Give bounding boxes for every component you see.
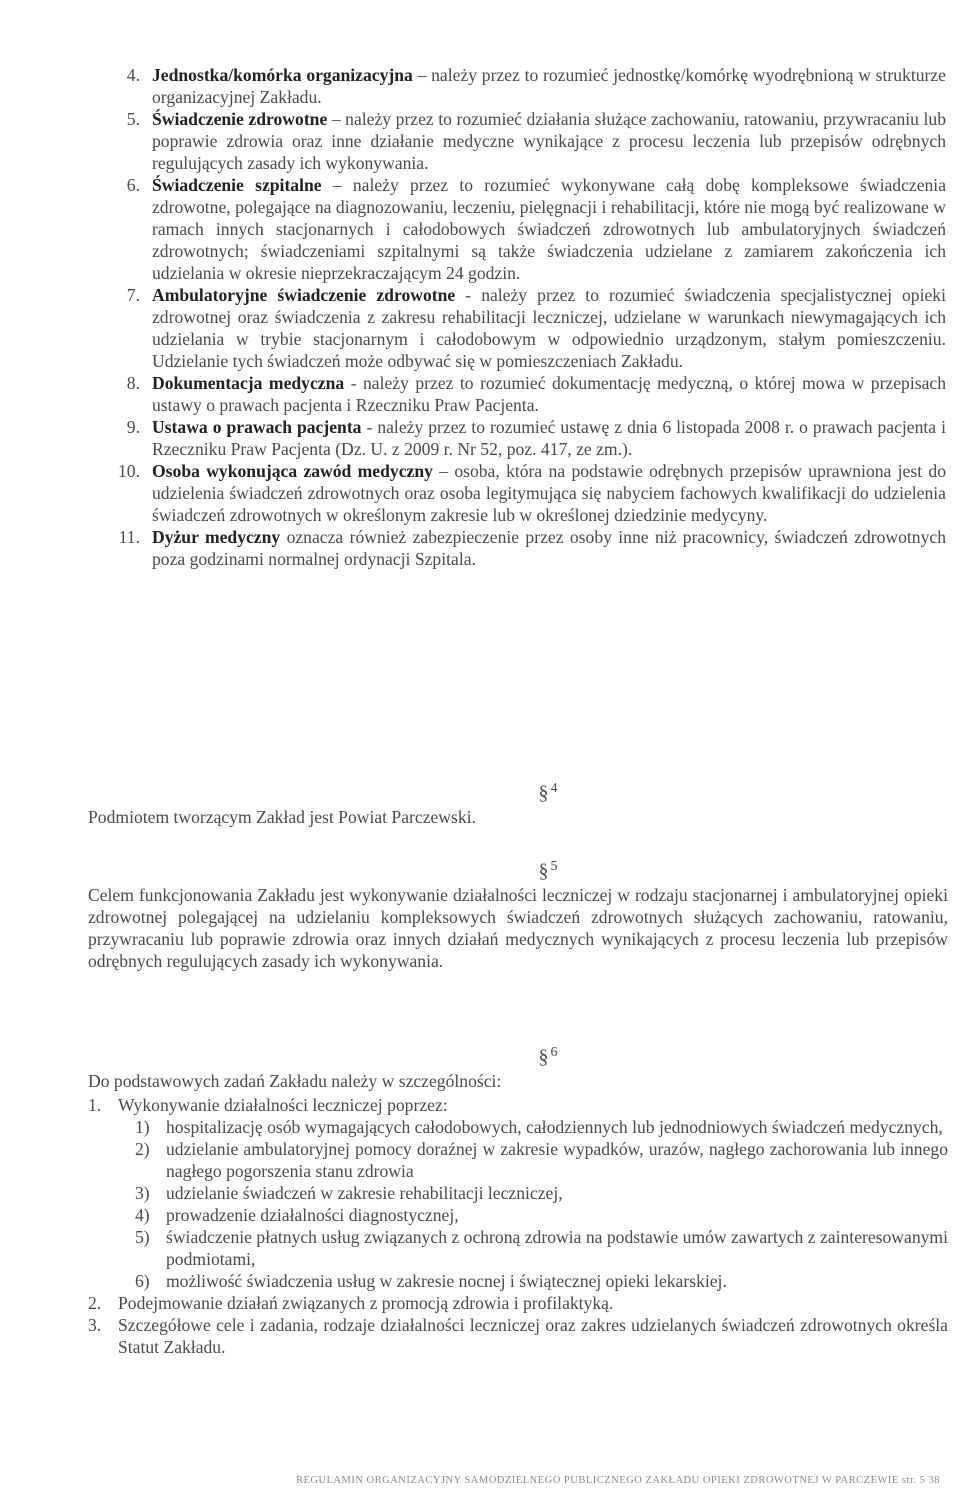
section-heading-5: § $^5$ (538, 859, 558, 882)
task-item: 3. Szczegółowe cele i zadania, rodzaje działalności leczniczej oraz zakres udzielanych świadczeń zdrowotnych określa Statut Zakładu. (88, 1315, 948, 1357)
section-4-text: Podmiotem tworzącym Zakład jest Powiat Parczewski. (88, 807, 476, 827)
definition-term: Dokumentacja medyczna (152, 373, 345, 393)
section-6-intro: Do podstawowych zadań Zakładu należy w szczególności: (88, 1071, 502, 1091)
definition-text: – należy przez to rozumieć działania służące zachowaniu, ratowaniu, przywracaniu lub poprawie zdrowia oraz inne działanie medyczne wynikające z procesu leczenia lub przepisów odrębnych regulujących zasady ich wykonywania. (152, 109, 946, 173)
task-item: 1. Wykonywanie działalności leczniczej poprzez: (88, 1095, 448, 1115)
definition-term: Osoba wykonująca zawód medyczny (152, 461, 433, 481)
definition-term: Ambulatoryjne świadczenie zdrowotne (152, 285, 456, 305)
subtask-item: 2) udzielanie ambulatoryjnej pomocy doraźnej w zakresie wypadków, urazów, nagłego zachorowania lub innego nagłego pogorszenia stanu zdrowia (135, 1139, 948, 1181)
definition-text: - należy przez to rozumieć świadczenia specjalistycznej opieki zdrowotnej oraz świadczenia z zakresu rehabilitacji leczniczej, udzielane w warunkach niewymagających ich udzielania w trybie stacjonarnym i całodobowym w odpowiednio urządzonym, stałym pomieszczeniu. Udzielanie tych świadczeń może odbywać się w pomieszczeniach Zakładu. (152, 285, 946, 371)
definition-item: 6. Świadczenie szpitalne – należy przez to rozumieć wykonywane całą dobę kompleksowe świadczenia zdrowotne, polegające na diagnozowaniu, leczeniu, pielęgnacji i rehabilitacji, które nie mogą być realizowane w ramach innych stacjonarnych i całodobowych świadczeń zdrowotnych lub ambulatoryjnych świadczeń zdrowotnych; świadczeniami szpitalnymi są także świadczenia udzielane z zamiarem zakończenia ich udzielania w okresie nieprzekraczającym 24 godzin. (126, 175, 947, 283)
section-heading-6: § $^6$ (538, 1045, 558, 1068)
definition-term: Dyżur medyczny (152, 527, 281, 547)
definition-term: Ustawa o prawach pacjenta (152, 417, 362, 437)
subtask-item: 3) udzielanie świadczeń w zakresie rehabilitacji leczniczej, (135, 1183, 563, 1203)
definition-item: 4. Jednostka/komórka organizacyjna – należy przez to rozumieć jednostkę/komórkę wyodrębnioną w strukturze organizacyjnej Zakładu. (126, 65, 946, 107)
definition-text: - należy przez to rozumieć ustawę z dnia 6 listopada 2008 r. o prawach pacjenta i Rzeczniku Praw Pacjenta (Dz. U. z 2009 r. Nr 52, poz. 417, ze zm.). (152, 417, 946, 459)
definition-text: – należy przez to rozumieć wykonywane całą dobę kompleksowe świadczenia zdrowotne, polegające na diagnozowaniu, leczeniu, pielęgnacji i rehabilitacji, które nie mogą być realizowane w ramach innych stacjonarnych i całodobowych świadczeń zdrowotnych lub ambulatoryjnych świadczeń zdrowotnych; świadczeniami szpitalnymi są także świadczenia udzielane z zamiarem zakończenia ich udzielania w okresie nieprzekraczającym 24 godzin. (152, 175, 947, 283)
page-footer: REGULAMIN ORGANIZACYJNY SAMODZIELNEGO PUBLICZNEGO ZAKŁADU OPIEKI ZDROWOTNEJ W PARCZEWIE str. 5 38 (295, 1475, 940, 1486)
definition-item: 10. Osoba wykonująca zawód medyczny – osoba, która na podstawie odrębnych przepisów uprawniona jest do udzielenia świadczeń zdrowotnych oraz osoba legitymująca się nabyciem fachowych kwalifikacji do udzielenia świadczeń zdrowotnych w określonym zakresie lub w określonej dziedzinie medycyny. (118, 461, 946, 525)
subtask-item: 4) prowadzenie działalności diagnostycznej, (135, 1205, 459, 1225)
subtask-item: 5) świadczenie płatnych usług związanych z ochroną zdrowia na podstawie umów zawartych z zainteresowanymi podmiotami, (135, 1227, 948, 1269)
definition-item: 7. Ambulatoryjne świadczenie zdrowotne - należy przez to rozumieć świadczenia specjalistycznej opieki zdrowotnej oraz świadczenia z zakresu rehabilitacji leczniczej, udzielane w warunkach niewymagających ich udzielania w trybie stacjonarnym i całodobowym w odpowiednio urządzonym, stałym pomieszczeniu. Udzielanie tych świadczeń może odbywać się w pomieszczeniach Zakładu. (126, 285, 946, 371)
definition-text: oznacza również zabezpieczenie przez osoby inne niż pracownicy, świadczeń zdrowotnych poza godzinami normalnej ordynacji Szpitala. (152, 527, 946, 569)
definition-term: Świadczenie szpitalne (152, 175, 322, 195)
definition-item: 5. Świadczenie zdrowotne – należy przez to rozumieć działania służące zachowaniu, ratowaniu, przywracaniu lub poprawie zdrowia oraz inne działanie medyczne wynikające z procesu leczenia lub przepisów odrębnych regulujących zasady ich wykonywania. (126, 109, 946, 173)
definition-item: 11. Dyżur medyczny oznacza również zabezpieczenie przez osoby inne niż pracownicy, świadczeń zdrowotnych poza godzinami normalnej ordynacji Szpitala. (118, 527, 946, 569)
section-heading-4: § $^4$ (538, 781, 558, 804)
definition-term: Jednostka/komórka organizacyjna (152, 65, 413, 85)
subtask-item: 1) hospitalizację osób wymagających całodobowych, całodziennych lub jednodniowych świadczeń medycznych, (135, 1117, 943, 1137)
definition-item: 8. Dokumentacja medyczna - należy przez to rozumieć dokumentację medyczną, o której mowa w przepisach ustawy o prawach pacjenta i Rzeczniku Praw Pacjenta. (126, 373, 946, 415)
definition-item: 9. Ustawa o prawach pacjenta - należy przez to rozumieć ustawę z dnia 6 listopada 2008 r. o prawach pacjenta i Rzeczniku Praw Pacjenta (Dz. U. z 2009 r. Nr 52, poz. 417, ze zm.). (126, 417, 946, 459)
section-5-text: Celem funkcjonowania Zakładu jest wykonywanie działalności leczniczej w rodzaju stacjonarnej i ambulatoryjnej opieki zdrowotnej polegającej na udzielaniu kompleksowych świadczeń zdrowotnych służących zachowaniu, ratowaniu, przywracaniu lub poprawie zdrowia oraz innych działań medycznych wynikających z procesu leczenia lub przepisów odrębnych regulujących zasady ich wykonywania. (88, 885, 948, 971)
definition-text: – należy przez to rozumieć jednostkę/komórkę wyodrębnioną w strukturze organizacyjnej Zakładu. (152, 65, 946, 107)
task-item: 2. Podejmowanie działań związanych z promocją zdrowia i profilaktyką. (88, 1293, 614, 1313)
definitions-list (0, 64, 960, 570)
tasks-list (88, 1094, 948, 1358)
definition-text: – osoba, która na podstawie odrębnych przepisów uprawniona jest do udzielenia świadczeń zdrowotnych oraz osoba legitymująca się nabyciem fachowych kwalifikacji do udzielenia świadczeń zdrowotnych w określonym zakresie lub w określonej dziedzinie medycyny. (152, 461, 946, 525)
subtask-item: 6) możliwość świadczenia usług w zakresie nocnej i świątecznej opieki lekarskiej. (135, 1271, 727, 1291)
definition-text: - należy przez to rozumieć dokumentację medyczną, o której mowa w przepisach ustawy o prawach pacjenta i Rzeczniku Praw Pacjenta. (152, 373, 946, 415)
definition-term: Świadczenie zdrowotne (152, 109, 328, 129)
